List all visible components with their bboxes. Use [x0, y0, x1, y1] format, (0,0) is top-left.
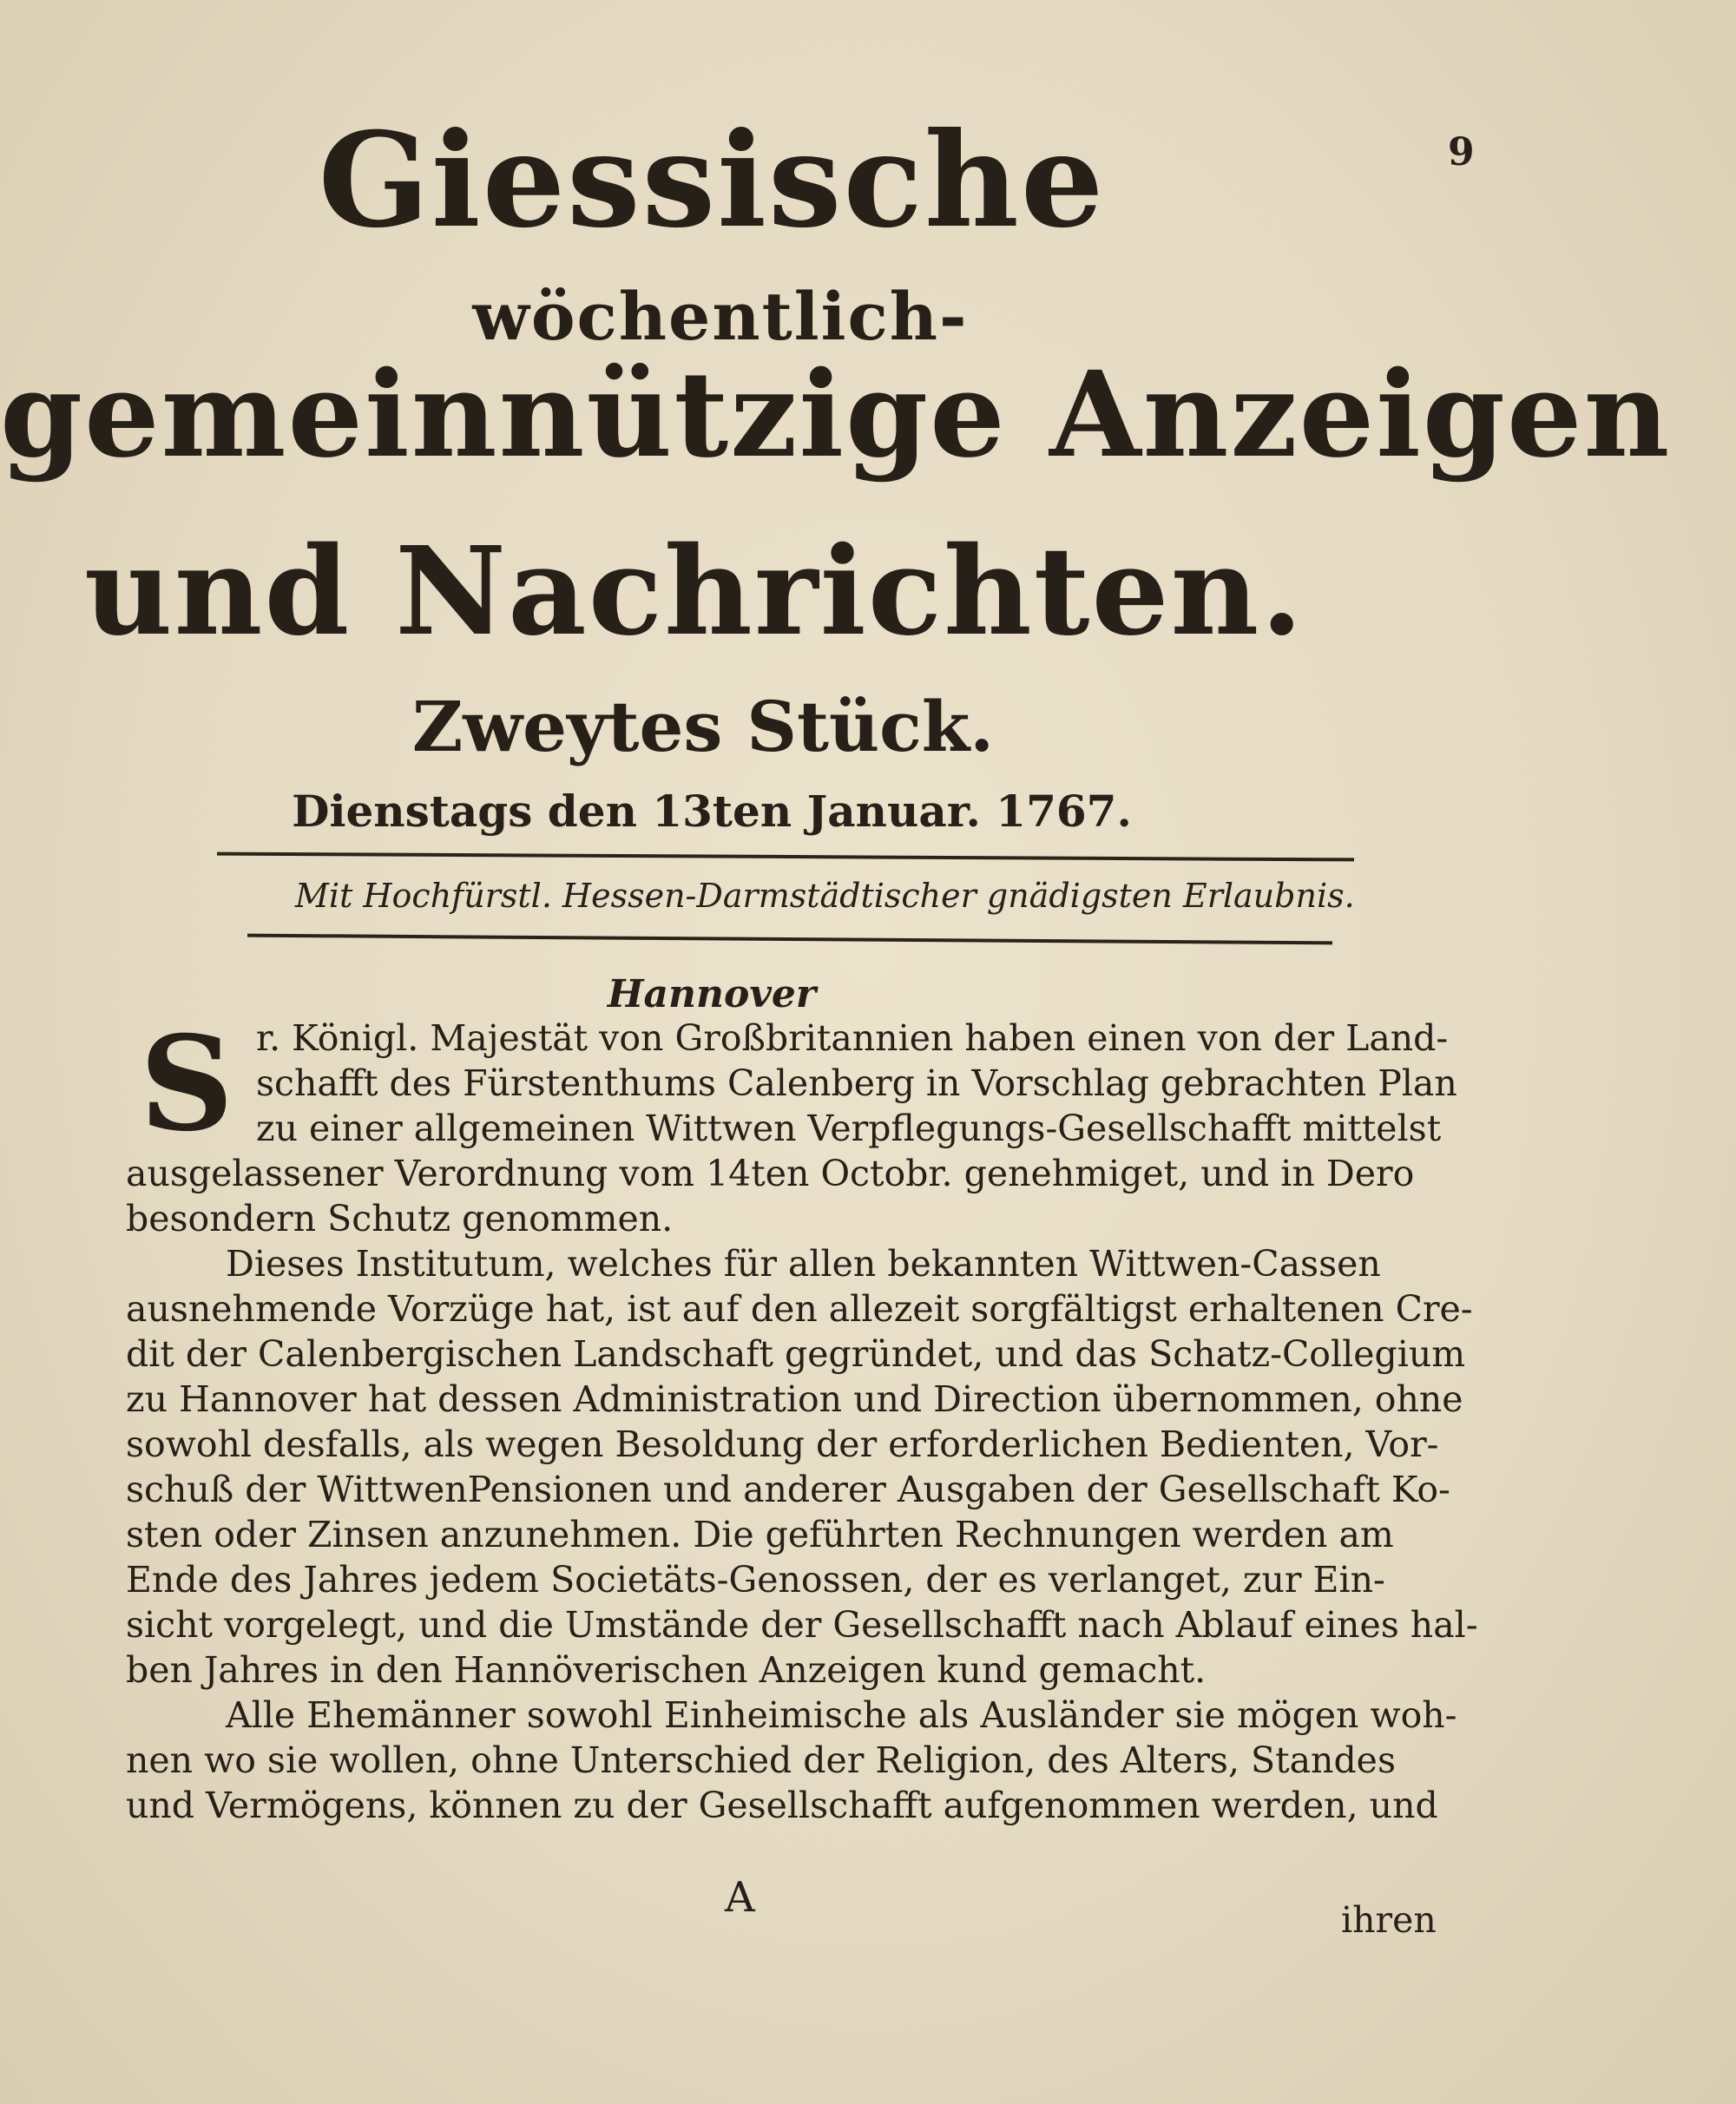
dropcap-initial: S: [139, 1008, 234, 1160]
masthead-title-line-1: Giessische: [318, 104, 1106, 257]
text-line: ausgelassener Verordnung vom 14ten Octobr. genehmiget, und in Dero: [126, 1153, 1415, 1194]
masthead-title-line-2: wöchentlich-: [472, 278, 969, 355]
signature-mark: A: [725, 1873, 755, 1922]
text-line: r. Königl. Majestät von Großbritannien haben einen von der Land-: [256, 1017, 1449, 1059]
text-line: ausnehmende Vorzüge hat, ist auf den allezeit sorgfältigst erhaltenen Cre-: [126, 1288, 1473, 1330]
text-line: Alle Ehemänner sowohl Einheimische als Ausländer sie mögen woh-: [226, 1694, 1457, 1736]
text-line: zu Hannover hat dessen Administration und Direction übernommen, ohne: [126, 1378, 1463, 1420]
article-body: [126, 1008, 1478, 1828]
text-line: nen wo sie wollen, ohne Unterschied der Religion, des Alters, Standes: [126, 1739, 1396, 1781]
issue-date: Dienstags den 13ten Januar. 1767.: [292, 786, 1132, 837]
catchword: ihren: [1341, 1899, 1437, 1941]
page-number: 9: [1448, 130, 1475, 174]
text-line: besondern Schutz genommen.: [126, 1198, 674, 1239]
text-line: und Vermögens, können zu der Gesellschafft aufgenommen werden, und: [126, 1785, 1438, 1826]
text-line: ben Jahres in den Hannöverischen Anzeigen kund gemacht.: [126, 1649, 1207, 1691]
top-rule: [217, 852, 1354, 862]
bottom-rule: [247, 934, 1332, 945]
text-line: Ende des Jahres jedem Societäts-Genossen, der es verlanget, zur Ein-: [126, 1559, 1385, 1601]
text-line: schuß der WittwenPensionen und anderer Ausgaben der Gesellschaft Ko-: [126, 1469, 1450, 1510]
paragraph-1-indented-lines: [126, 1008, 1457, 1160]
text-line: zu einer allgemeinen Wittwen Verpflegungs-Gesellschafft mittelst: [256, 1108, 1442, 1149]
text-line: Dieses Institutum, welches für allen bekannten Wittwen-Cassen: [226, 1243, 1381, 1285]
paragraph-3: [126, 1693, 1457, 1828]
issue-number: Zweytes Stück.: [411, 686, 995, 767]
permission-line: Mit Hochfürstl. Hessen-Darmstädtischer gnädigsten Erlaubnis.: [295, 877, 1355, 915]
masthead-title-line-3: gemeinnützige Anzeigen: [0, 345, 1672, 484]
text-line: sten oder Zinsen anzunehmen. Die geführten Rechnungen werden am: [126, 1514, 1394, 1555]
text-line: sicht vorgelegt, und die Umstände der Gesellschafft nach Ablauf eines hal-: [126, 1604, 1478, 1646]
paragraph-1: [126, 1008, 1457, 1241]
masthead-title-line-4: und Nachrichten.: [83, 521, 1305, 663]
text-line: dit der Calenbergischen Landschaft gegründet, und das Schatz-Collegium: [126, 1333, 1466, 1375]
text-line: schafft des Fürstenthums Calenberg in Vorschlag gebrachten Plan: [256, 1062, 1457, 1104]
text-line: sowohl desfalls, als wegen Besoldung der erforderlichen Bedienten, Vor-: [126, 1423, 1439, 1465]
paragraph-2: [126, 1241, 1478, 1693]
article-place-heading: Hannover: [607, 972, 817, 1016]
